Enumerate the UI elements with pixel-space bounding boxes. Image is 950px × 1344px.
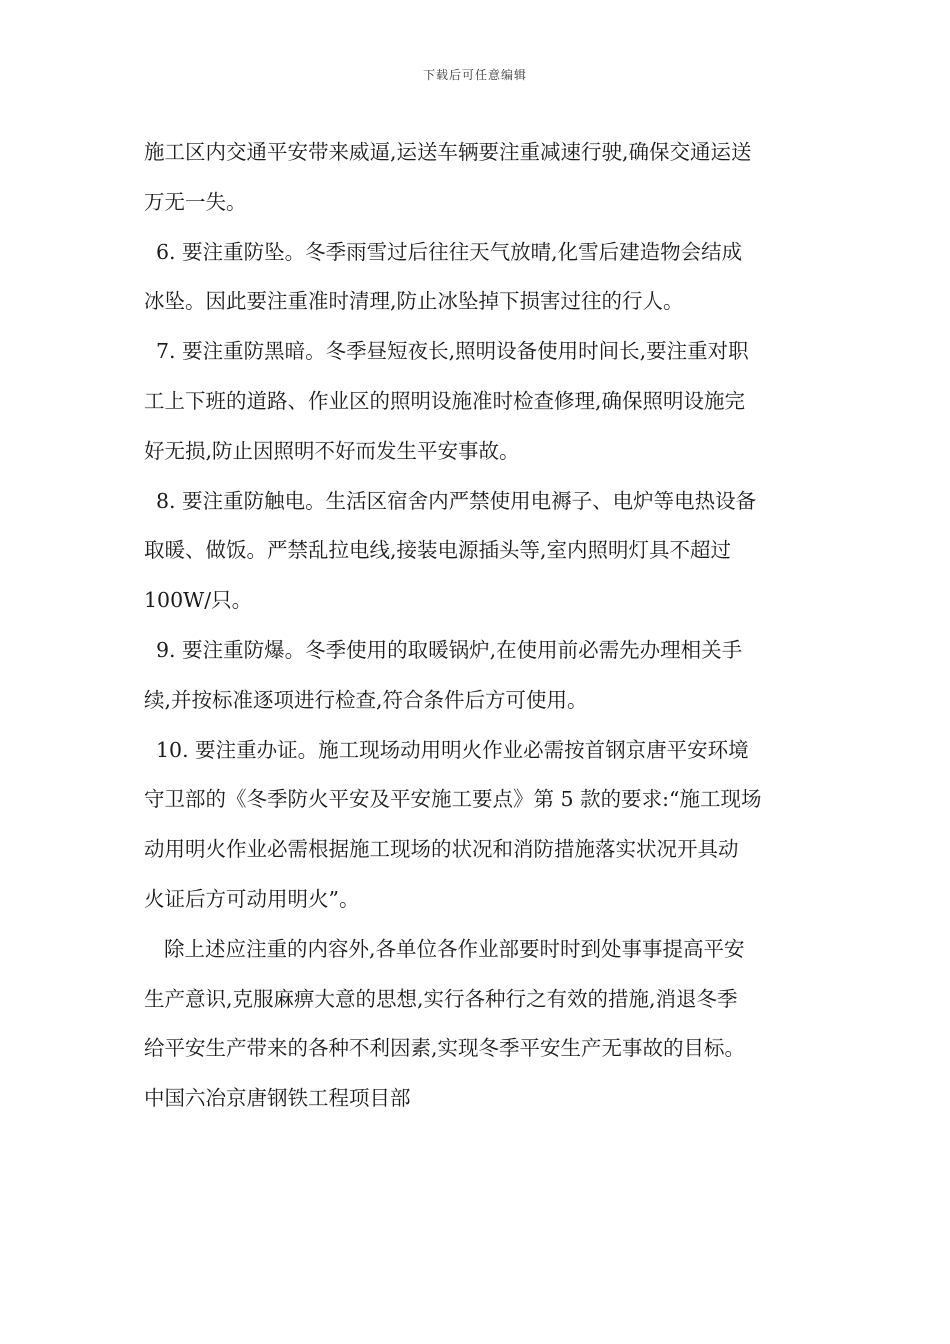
paragraph-line: 工上下班的道路、作业区的照明设施准时检查修理,确保照明设施完 [144, 388, 746, 413]
paragraph-line: 施工区内交通平安带来威逼,运送车辆要注重减速行驶,确保交通运送 [144, 140, 752, 164]
paragraph-line: 冰坠。因此要注重准时清理,防止冰坠掉下损害过往的行人。 [144, 289, 684, 314]
list-item-9-line: 9. 要注重防爆。冬季使用的取暖锅炉,在使用前必需先办理相关手 [156, 637, 743, 662]
paragraph-line: 100W/只。 [144, 588, 253, 613]
list-item-8-line: 8. 要注重防触电。生活区宿舍内严禁使用电褥子、电炉等电热设备 [156, 488, 757, 513]
document-body [144, 128, 814, 1124]
list-item-10-line: 10. 要注重办证。施工现场动用明火作业必需按首钢京唐平安环境 [156, 737, 749, 762]
paragraph-line: 生产意识,克服麻痹大意的思想,实行各种行之有效的措施,消退冬季 [144, 986, 738, 1011]
list-item-6-line: 6. 要注重防坠。冬季雨雪过后往往天气放晴,化雪后建造物会结成 [156, 239, 743, 264]
paragraph-line: 好无损,防止因照明不好而发生平安事故。 [144, 438, 520, 463]
paragraph-line: 续,并按标准逐项进行检查,符合条件后方可使用。 [144, 687, 588, 712]
paragraph-line: 取暖、做饭。严禁乱拉电线,接装电源插头等,室内照明灯具不超过 [144, 538, 732, 563]
paragraph-line: 给平安生产带来的各种不利因素,实现冬季平安生产无事故的目标。 [144, 1036, 746, 1061]
paragraph-line: 火证后方可动用明火”。 [144, 886, 360, 911]
paragraph-line: 守卫部的《冬季防火平安及平安施工要点》第 5 款的要求:“施工现场 [144, 787, 762, 812]
signature-organization: 中国六冶京唐钢铁工程项目部 [144, 1086, 411, 1111]
closing-paragraph-line: 除上述应注重的内容外,各单位各作业部要时时到处事事提高平安 [164, 936, 745, 961]
paragraph-line: 万无一失。 [144, 189, 247, 214]
list-item-7-line: 7. 要注重防黑暗。冬季昼短夜长,照明设备使用时间长,要注重对职 [156, 339, 749, 364]
paragraph-line: 动用明火作业必需根据施工现场的状况和消防措施落实状况开具动 [144, 837, 739, 862]
page-header-note: 下载后可任意编辑 [422, 68, 527, 82]
